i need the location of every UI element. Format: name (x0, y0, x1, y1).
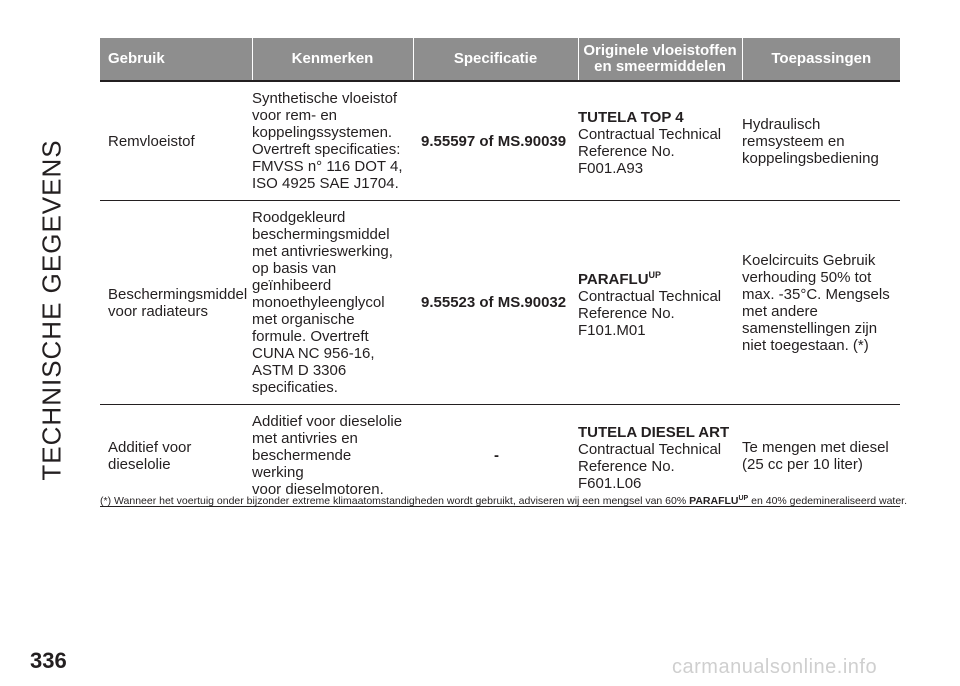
cell-use: Beschermingsmiddel voor radiateurs (100, 201, 252, 405)
cell-product (578, 81, 742, 201)
page-number: 336 (30, 648, 67, 673)
footnote-brand (689, 495, 748, 507)
cell-product (578, 201, 742, 405)
product-superscript: UP (648, 269, 662, 280)
cell-application: Te mengen met diesel (25 cc per 10 liter) (742, 405, 900, 507)
header-originele-vloeistoffen: Originele vloeistoffen en smeermiddelen (578, 38, 742, 81)
cell-spec: 9.55523 of MS.90032 (413, 201, 578, 405)
product-name (578, 105, 736, 126)
header-kenmerken: Kenmerken (252, 38, 413, 81)
watermark-logo: carmanualsonline.info (672, 656, 878, 678)
cell-spec: 9.55597 of MS.90039 (413, 81, 578, 201)
footnote-text: (*) Wanneer het voertuig onder bijzonder extreme klimaatomstandigheden wordt gebruikt, adviseren wij een mengsel van 60% (100, 495, 687, 507)
product-reference: Contractual Technical Reference No. F001.A93 (578, 126, 722, 177)
product-name-text: PARAFLU (578, 270, 649, 288)
product-name-text: TUTELA TOP 4 (578, 109, 684, 126)
header-toepassingen: Toepassingen (742, 38, 900, 81)
cell-features: Roodgekleurd beschermingsmiddel met antivrieswerking, op basis van geïnhibeerd monoethyleenglycol met organische formule. Overtreft CUNA NC 956-16, ASTM D 3306 specificaties. (252, 201, 413, 405)
footnote-text-end: en 40% gedemineraliseerd water. (751, 495, 908, 507)
cell-use: Additief voor dieselolie (100, 405, 252, 507)
product-name (578, 420, 736, 441)
cell-spec: - (413, 405, 578, 507)
cell-use: Remvloeistof (100, 81, 252, 201)
header-specificatie: Specificatie (413, 38, 578, 81)
fluids-table (100, 38, 900, 507)
product-name (578, 267, 736, 288)
table-row (100, 81, 900, 201)
table-row (100, 405, 900, 507)
footnote-brand-text: PARAFLU (689, 495, 739, 507)
footnote-brand-superscript: UP (738, 495, 749, 502)
product-name-text: TUTELA DIESEL ART (578, 423, 730, 441)
product-reference: Contractual Technical Reference No. F601.L06 (578, 440, 722, 492)
cell-application: Koelcircuits Gebruik verhouding 50% tot max. -35°C. Mengsels met andere samenstellingen zijn niet toegestaan. (*) (742, 201, 900, 405)
cell-features: Additief voor dieselolie met antivries en beschermende werking voor dieselmotoren. (252, 405, 413, 507)
product-reference: Contractual Technical Reference No. F101.M01 (578, 287, 722, 339)
cell-product (578, 405, 742, 507)
table-footnote (100, 495, 910, 507)
header-gebruik: Gebruik (100, 38, 252, 81)
cell-features: Synthetische vloeistof voor rem- en koppelingssystemen. Overtreft specificaties: FMVSS n° 116 DOT 4, ISO 4925 SAE J1704. (252, 81, 413, 201)
section-side-title: TECHNISCHE GEGEVENS (36, 139, 67, 481)
table-header-row (100, 38, 900, 81)
cell-application: Hydraulisch remsysteem en koppelingsbediening (742, 81, 900, 201)
table-row (100, 201, 900, 405)
